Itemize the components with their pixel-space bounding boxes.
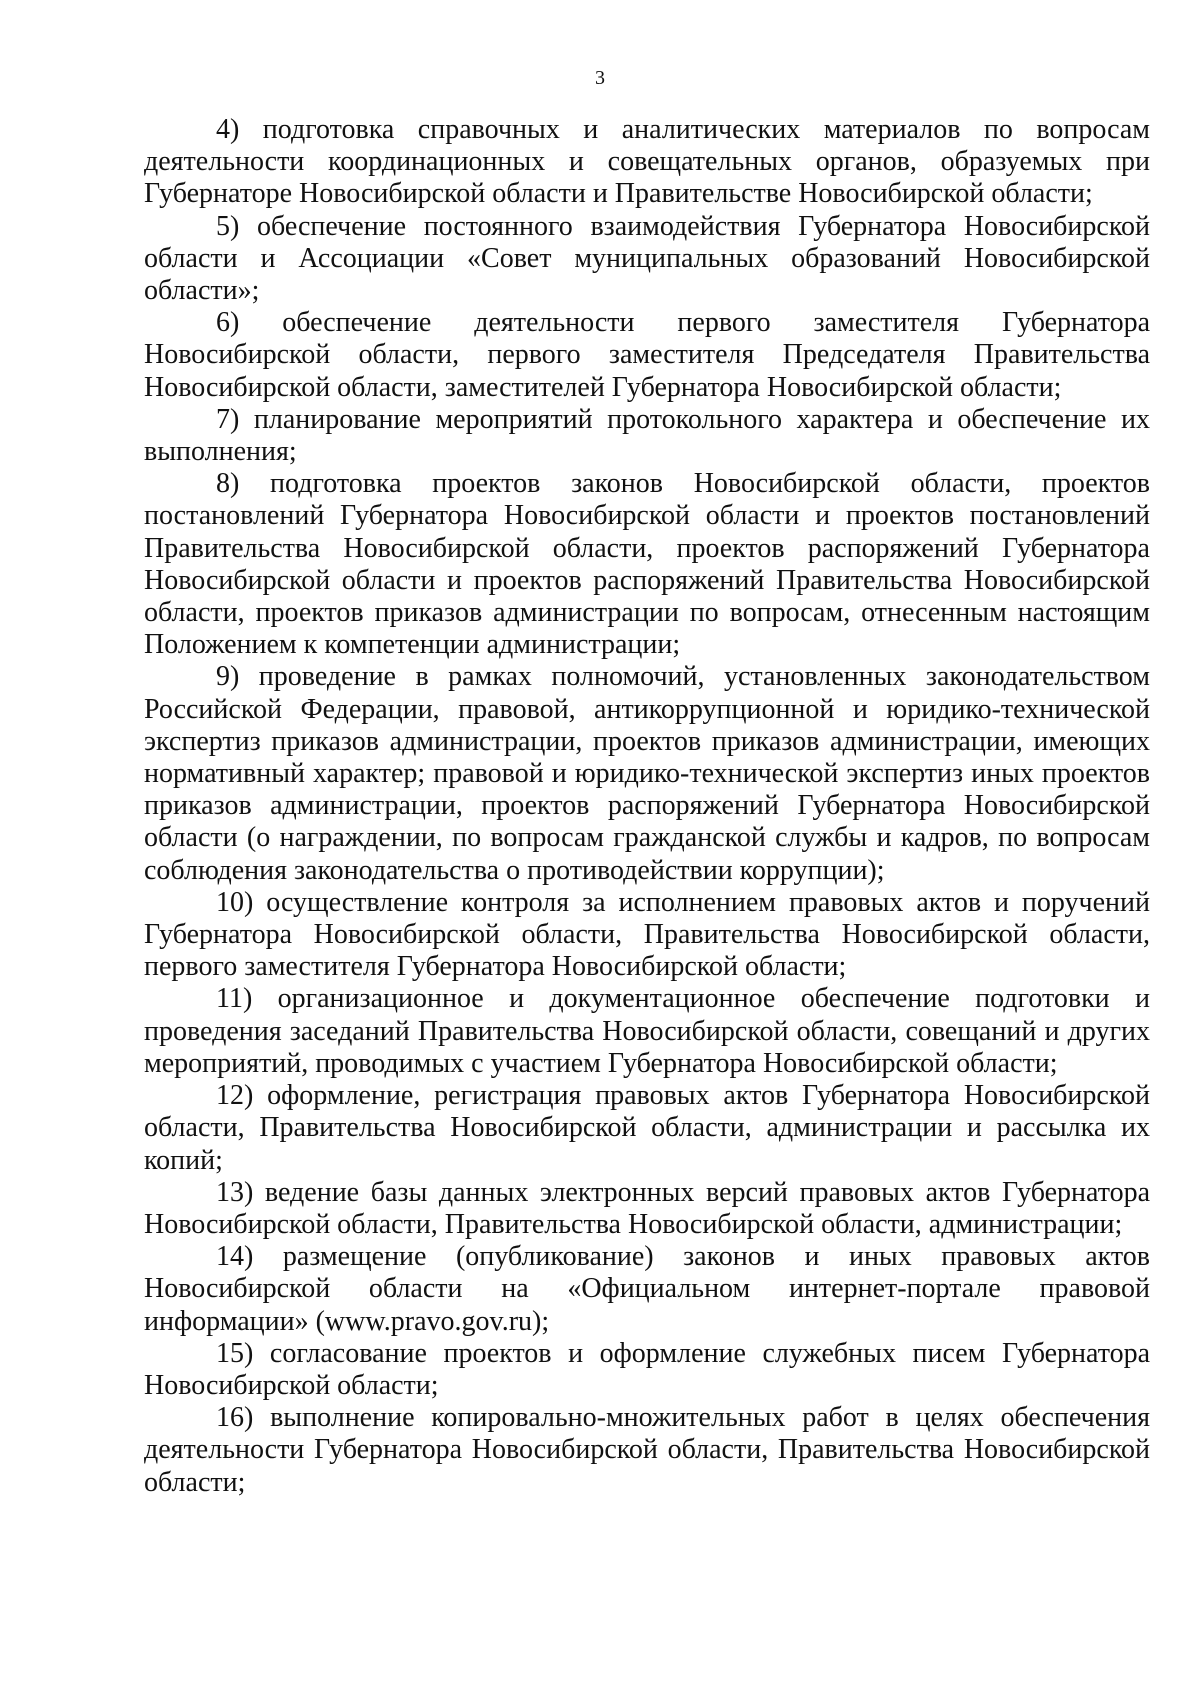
- list-item-5: 5) обеспечение постоянного взаимодействия Губернатора Новосибирской области и Ассоциации «Совет муниципальных образований Новосибирской области»;: [144, 210, 1150, 307]
- list-item-6: 6) обеспечение деятельности первого заместителя Губернатора Новосибирской области, первого заместителя Председателя Правительства Новосибирской области, заместителей Губернатора Новосибирской области;: [144, 307, 1150, 403]
- list-item-7: 7) планирование мероприятий протокольного характера и обеспечение их выполнения;: [144, 403, 1150, 468]
- list-item-10: 10) осуществление контроля за исполнением правовых актов и поручений Губернатора Новосибирской области, Правительства Новосибирской области, первого заместителя Губернатора Новосибирской области;: [144, 886, 1150, 983]
- list-item-14: 14) размещение (опубликование) законов и иных правовых актов Новосибирской области на «Официальном интернет-портале правовой информации» (www.pravo.gov.ru);: [144, 1241, 1150, 1337]
- list-item-12: 12) оформление, регистрация правовых актов Губернатора Новосибирской области, Правительства Новосибирской области, администрации и рассылка их копий;: [144, 1080, 1150, 1176]
- document-body: [144, 114, 1150, 1499]
- list-item-16: 16) выполнение копировально-множительных работ в целях обеспечения деятельности Губернатора Новосибирской области, Правительства Новосибирской области;: [144, 1402, 1150, 1498]
- list-item-11: 11) организационное и документационное обеспечение подготовки и проведения заседаний Правительства Новосибирской области, совещаний и других мероприятий, проводимых с участием Губернатора Новосибирской области;: [144, 983, 1150, 1079]
- list-item-4: 4) подготовка справочных и аналитических материалов по вопросам деятельности координационных и совещательных органов, образуемых при Губернаторе Новосибирской области и Правительстве Новосибирской области;: [144, 114, 1150, 210]
- list-item-8: 8) подготовка проектов законов Новосибирской области, проектов постановлений Губернатора Новосибирской области и проектов постановлений Правительства Новосибирской области, проектов распоряжений Губернатора Новосибирской области и проектов распоряжений Правительства Новосибирской области, проектов приказов администрации по вопросам, отнесенным настоящим Положением к компетенции администрации;: [144, 468, 1150, 661]
- list-item-15: 15) согласование проектов и оформление служебных писем Губернатора Новосибирской области;: [144, 1337, 1150, 1401]
- page-number: 3: [595, 67, 605, 89]
- list-item-13: 13) ведение базы данных электронных версий правовых актов Губернатора Новосибирской области, Правительства Новосибирской области, администрации;: [144, 1176, 1150, 1240]
- list-item-9: 9) проведение в рамках полномочий, установленных законодательством Российской Федерации, правовой, антикоррупционной и юридико-технической экспертиз приказов администрации, проектов приказов администрации, имеющих нормативный характер; правовой и юридико-технической экспертиз иных проектов приказов администрации, проектов распоряжений Губернатора Новосибирской области (о награждении, по вопросам гражданской службы и кадров, по вопросам соблюдения законодательства о противодействии коррупции);: [144, 661, 1150, 886]
